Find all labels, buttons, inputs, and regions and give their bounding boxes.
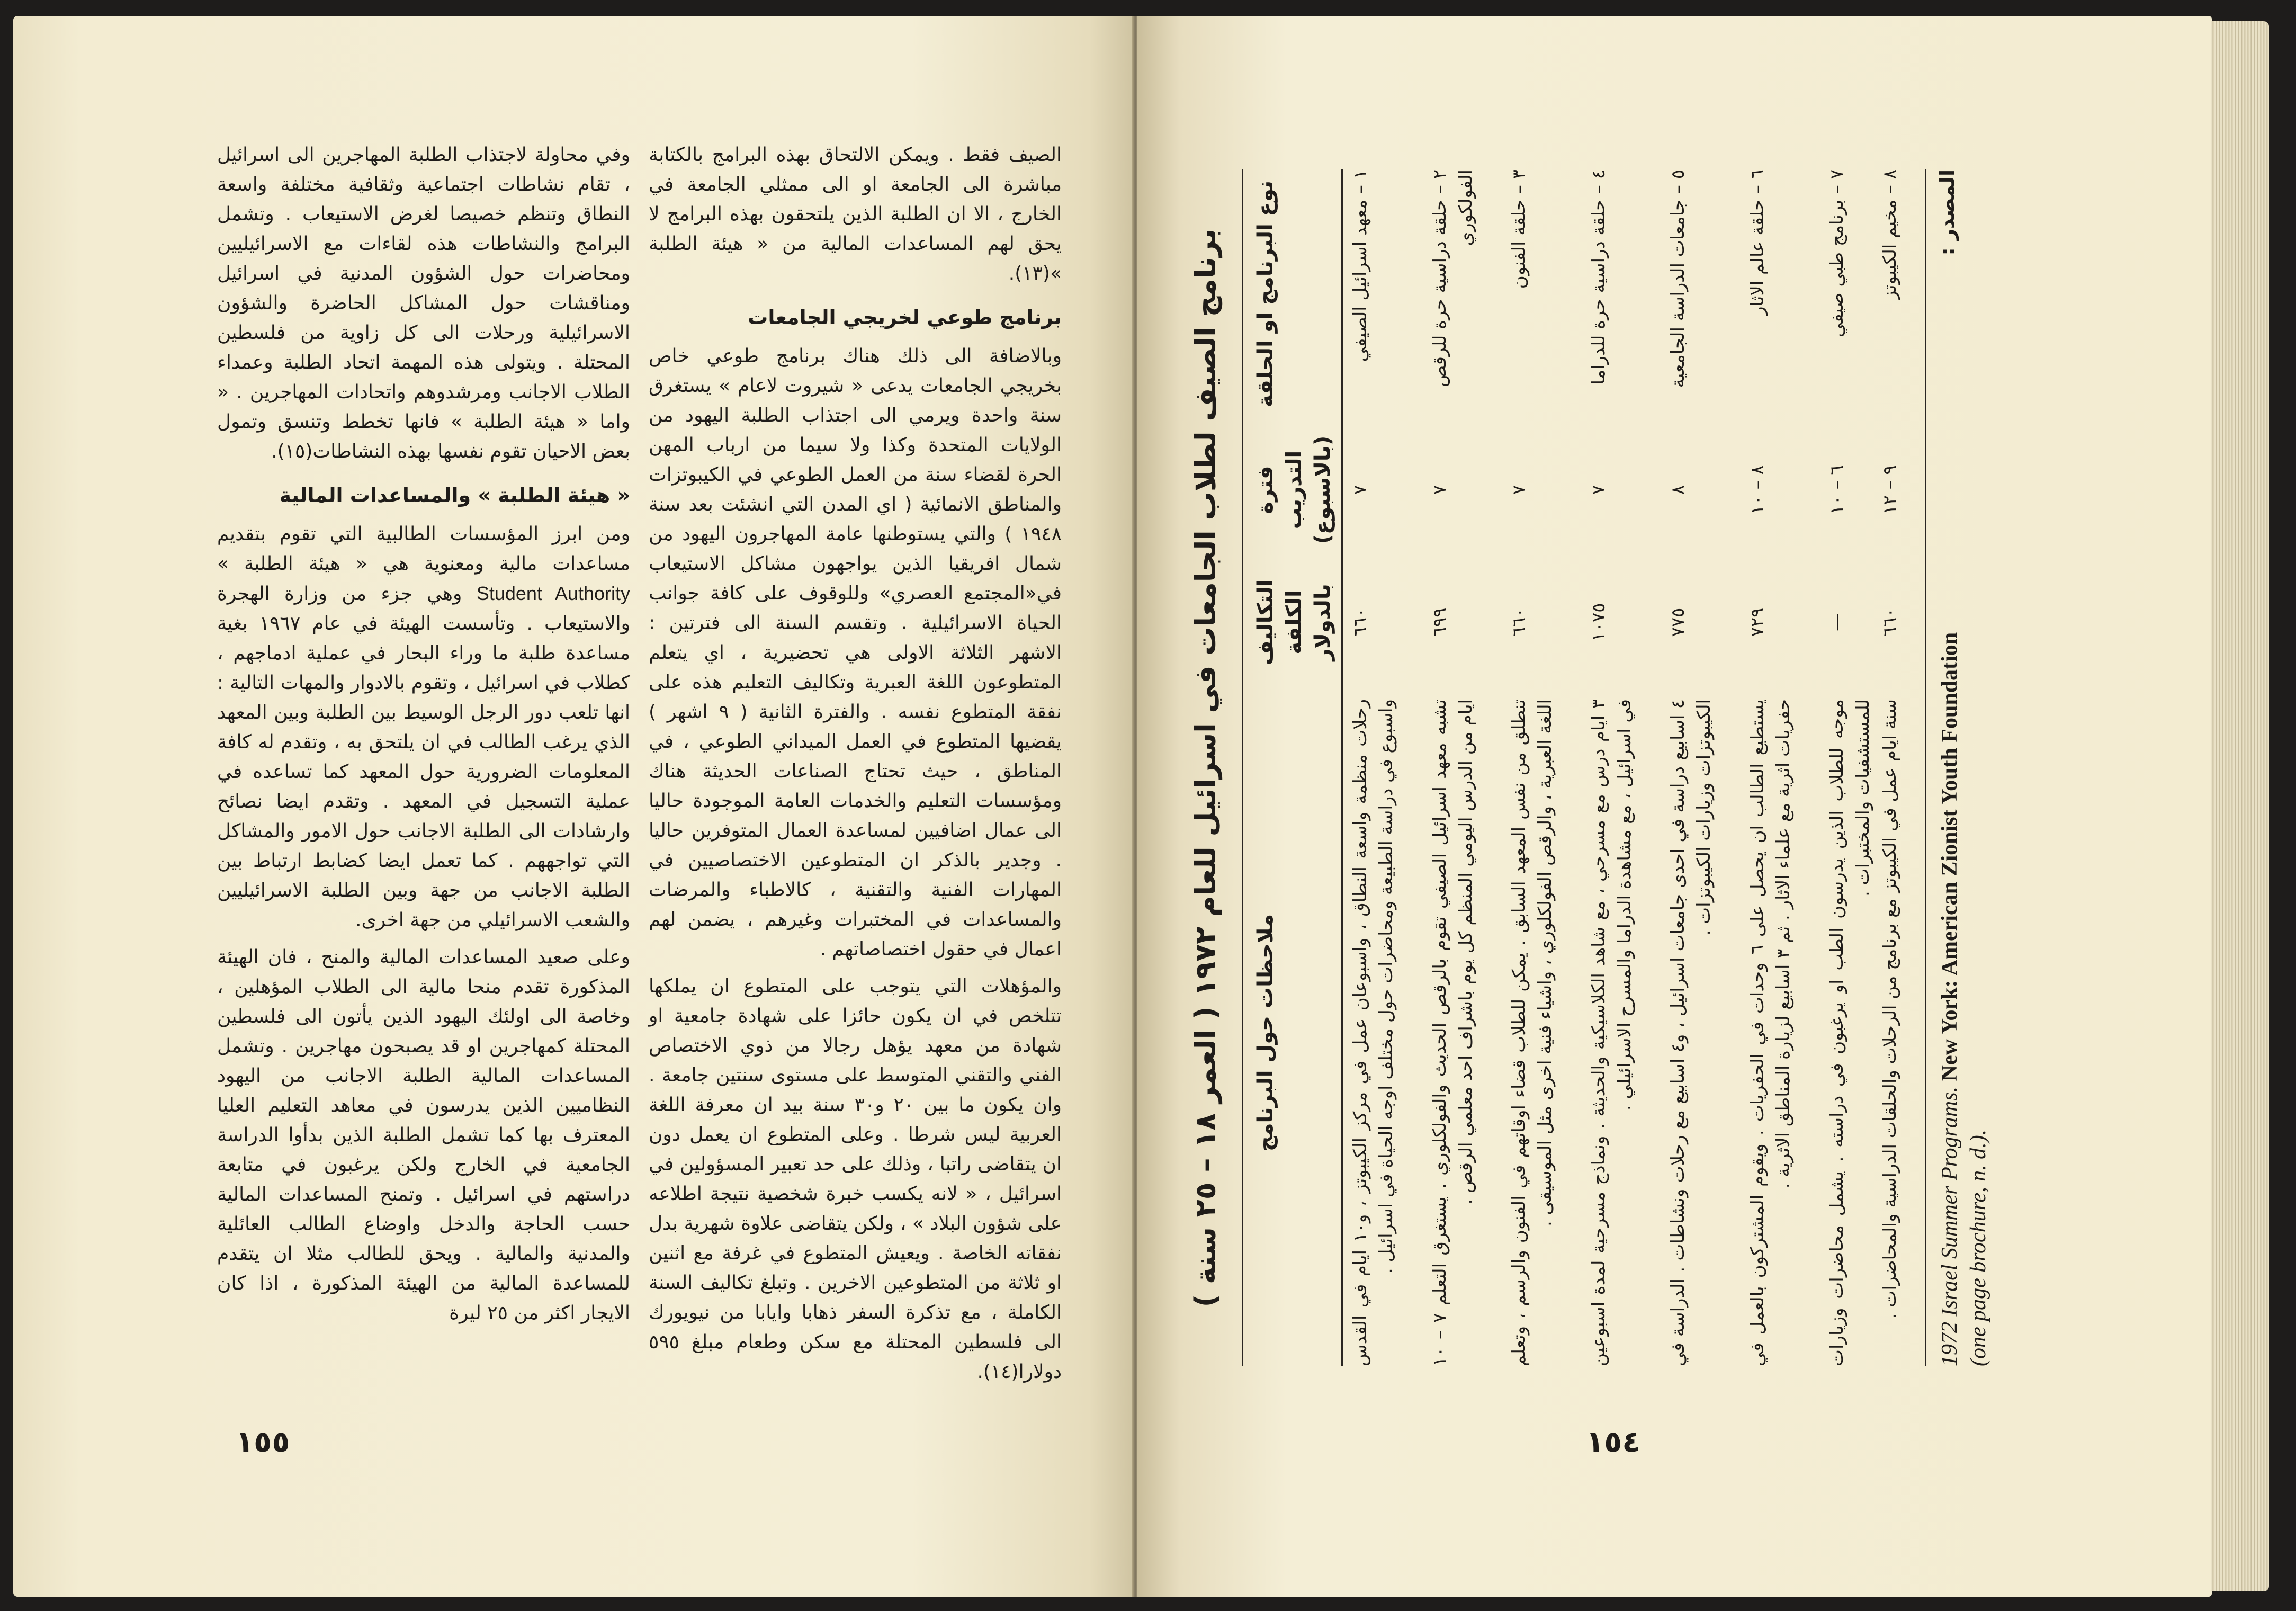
cell-period: ٧ bbox=[1429, 485, 1450, 495]
header-rule-top bbox=[1242, 169, 1243, 1366]
page-number: ١٥٤ bbox=[1586, 1425, 1640, 1459]
cell-cost: ١٠٧٥ bbox=[1588, 603, 1609, 642]
cell-notes: تشبه معهد اسرائيل الصيفي تقوم بالرقص الحديث والفولكلوري . يستغرق التعلم ٧ – ١٠ ايام من الدرس اليومي المنظم كل يوم باشراف احد معلمي الرقص . bbox=[1429, 699, 1476, 1366]
cell-notes: يستطيع الطالب ان يحصل على ٦ وحدات في الحفريات . ويقوم المشتركون بالعمل في حفريات اثرية مع علماء الاثار . ثم ٣ اسابيع لزيارة المناطق الاثرية . bbox=[1747, 699, 1794, 1366]
paragraph: وعلى صعيد المساعدات المالية والمنح ، فان الهيئة المذكورة تقدم منحا مالية الى الطلاب المؤهلين ، وخاصة الى اولئك اليهود الذين يأتون الى فلسطين المحتلة كمهاجرين او قد يصبحون مهاجرين . وتشمل المساعدات المالية الطلبة الاجانب من اليهود النظاميين الذين يدرسون في معاهد التعليم العليا المعترف بها كما تشمل الطلبة الذين بدأوا الدراسة الجامعية في الخارج ولكن يرغبون في متابعة دراستهم في اسرائيل . وتمنح المساعدات المالية حسب الحاجة والدخل واوضاع الطالب العائلية والمدنية والمالية . ويحق للطالب مثلا ان يتقدم للمساعدة المالية من الهيئة المذكورة ، اذا كان الايجار اكثر من ٢٥ ليرة bbox=[217, 946, 630, 1324]
cell-cost: — bbox=[1826, 613, 1847, 631]
section-heading: برنامج طوعي لخريجي الجامعات bbox=[748, 306, 1062, 329]
page-number: ١٥٥ bbox=[236, 1425, 290, 1459]
cell-program: ٢ – حلقة دراسية حرة للرقص الفولكوري bbox=[1429, 169, 1476, 387]
paragraph: الصيف فقط . ويمكن الالتحاق بهذه البرامج بالكتابة مباشرة الى الجامعة او الى ممثلي الجامعة في الخارج ، الا ان الطلبة الذين يلتحقون بهذه البرامج لا يحق لهم المساعدات المالية من « هيئة الطلبة »(١٣). bbox=[649, 144, 1062, 284]
footer-rule bbox=[1925, 169, 1926, 1366]
table-title: برنامج الصيف لطلاب الجامعات في اسرائيل للعام ١٩٧٢ ( العمر ١٨ – ٢٥ سنة ) bbox=[1189, 228, 1222, 1308]
page-edges bbox=[2211, 21, 2269, 1591]
paragraph: والمؤهلات التي يتوجب على المتطوع ان يملكها تتلخص في ان يكون حائزا على شهادة جامعية او شهادة من معهد يؤهل رجالا من ذوي الاختصاص الفني والتقني المتوسط على مستوى سنتين جامعة . وان يكون ما بين ٢٠ و٣٠ سنة بيد ان معرفة اللغة العربية ليس شرطا . وعلى المتطوع ان يعمل دون ان يتقاضى راتبا ، وذلك على حد تعبير المسؤولين في اسرائيل ، « لانه يكسب خبرة شخصية نتيجة اطلاعه على شؤون البلاد » ، ولكن يتقاضى علاوة شهرية بدل نفقاته الخاصة . ويعيش المتطوع في غرفة مع اثنين او ثلاثة من المتطوعين الاخرين . وتبلغ تكاليف السنة الكاملة ، مع تذكرة السفر ذهابا وايابا من نيويورك الى فلسطين المحتلة مع سكن وطعام مبلغ ٥٩٥ دولارا(١٤). bbox=[649, 975, 1062, 1383]
cell-period: ٧ bbox=[1509, 485, 1530, 495]
cell-notes: موجه للطلاب الذين يدرسون الطب او يرغبون في دراسته . يشمل محاضرات وزيارات للمستشفيات والمختبرات . bbox=[1826, 699, 1873, 1366]
cell-period: ٨ bbox=[1667, 485, 1689, 495]
book-spread bbox=[13, 16, 2269, 1597]
cell-program: ٣ – حلقة الفنون bbox=[1509, 169, 1530, 289]
header-cost: التكاليف الكلفة بالدولار bbox=[1253, 579, 1335, 666]
citation-publisher: New York: American Zionist Youth Foundation bbox=[1938, 632, 1962, 1081]
table-header bbox=[1251, 169, 1336, 1366]
paragraph: وبالاضافة الى ذلك هناك برنامج طوعي خاص بخريجي الجامعات يدعى « شيروت لاعام » يستغرق سنة واحدة ويرمي الى اجتذاب الطلبة اليهود من الولايات المتحدة وكذا ولا سيما من ارباب المهن الحرة لقضاء سنة من العمل الطوعي في الكيبوتزات والمناطق الانمائية ( اي المدن التي انشئت بعد سنة ١٩٤٨ ) والتي يستوطنها عامة المهاجرون اليهود من شمال افريقيا الذين يواجهون مشاكل الاستيعاب في«المجتمع العصري» وللوقوف على كافة جوانب الحياة الاسرائيلية . وتقسم السنة الى فترتين : الاشهر الثلاثة الاولى هي تحضيرية ، اي يتعلم المتطوعون اللغة العبرية وتكاليف التعليم هذه على نفقة المتطوع نفسه . والفترة الثانية ( ٩ اشهر ) يقضيها المتطوع في العمل الميداني الطوعي ، في المناطق ، حيث تحتاج الصناعات الحديثة هناك ومؤسسات التعليم والخدمات العامة الموجودة حاليا الى عمال اضافيين لمساعدة العمال المتوفرين حاليا . وجدير بالذكر ان المتطوعين الاختصاصيين في المهارات الفنية والتقنية ، كالاطباء والمرضات والمساعدات في المختبرات وغيرهم ، يضمن لهم اعمال في حقول اختصاصاتهم . bbox=[649, 345, 1062, 960]
english-term: Student Authority bbox=[476, 583, 630, 604]
cell-program: ٦ – حلقة عالم الاثار bbox=[1747, 169, 1768, 315]
cell-cost: ٦٦٠ bbox=[1350, 607, 1371, 637]
citation-year: 1972 bbox=[1938, 1322, 1962, 1366]
cell-cost: ٦٦٠ bbox=[1509, 607, 1530, 637]
header-period: فترة التدريب (بالاسبوع) bbox=[1253, 435, 1335, 544]
cell-notes: رحلات منظمة واسعة النطاق ، واسبوعان عمل في مركز الكيبوتز ، و١٠ ايام في القدس واسبوع في دراسة الطبيعة ومحاضرات حول مختلف اوجه الحياة في اسرائيل . bbox=[1350, 699, 1397, 1366]
cell-program: ٤ – حلقة دراسية حرة للدراما bbox=[1588, 169, 1609, 385]
source-label: المصدر : bbox=[1935, 169, 1959, 256]
rotated-table bbox=[1189, 148, 2031, 1388]
citation-note: (one page brochure, n. d.). bbox=[1966, 1129, 1990, 1366]
text-column-second bbox=[217, 140, 630, 1336]
source-citation bbox=[1935, 360, 1993, 1366]
paragraph-text: وهي جزء من وزارة الهجرة والاستيعاب . وتأسست الهيئة في عام ١٩٦٧ بغية مساعدة طلبة ما وراء البحار في عملية ادماجهم ، كطلاب في اسرائيل ، وتقوم بالادوار والمهات التالية : انها تلعب دور الرجل الوسيط بين الطلبة وبين المعهد الذي يرغب الطالب في ان يلتحق به ، وتقدم له كافة المعلومات الضرورية حول المعهد كما تساعده في عملية التسجيل في المعهد . وتقدم ايضا نصائح وارشادات الى الطلبة الاجانب حول الامور والمشاكل التي تواجههم . كما تعمل ايضا كضابط ارتباط بين الطلبة الاجانب من جهة وبين الطلبة الاسرائيليين والشعب الاسرائيلي من جهة اخرى. bbox=[217, 583, 631, 931]
paragraph-text: ومن ابرز المؤسسات الطالبية التي تقوم بتقديم مساعدات مالية ومعنوية هي « هيئة الطلبة » bbox=[217, 523, 630, 575]
paragraph bbox=[217, 520, 630, 935]
citation-title: Israel Summer Programs. bbox=[1938, 1086, 1962, 1317]
cell-notes: ٣ ايام درس مع مسرحي ، مع شاهد الكلاسيكية والحديثة . ونماذج مسرحية لمدة اسبوعين في اسرائيل ، مع مشاهدة الدراما والمسرح الاسرائيلي . bbox=[1588, 699, 1635, 1366]
cell-cost: ٦٩٩ bbox=[1429, 607, 1450, 637]
header-program: نوع البرنامج او الحلقة bbox=[1253, 180, 1278, 408]
cell-notes: ٤ اسابيع دراسة في احدى جامعات اسرائيل ، و٤ اسابيع مع رحلات ونشاطات . الدراسة في الكيبوتزات وزيارات الكيبوتزات . bbox=[1667, 699, 1715, 1366]
cell-cost: ٦٦٠ bbox=[1879, 607, 1900, 637]
header-notes: ملاحظات حول البرنامج bbox=[1253, 914, 1278, 1152]
cell-notes: سنة ايام عمل في الكيبوتز مع برنامج من الرحلات والحلقات الدراسية والمحاضرات . bbox=[1879, 699, 1900, 1319]
cell-period: ٧ bbox=[1588, 485, 1609, 495]
paragraph: وفي محاولة لاجتذاب الطلبة المهاجرين الى اسرائيل ، تقام نشاطات اجتماعية وثقافية مختلفة واسعة النطاق وتنظم خصيصا لغرض الاستيعاب . وتشمل البرامج والنشاطات هذه لقاءات مع الاسرائيليين ومحاضرات حول الشؤون المدنية في اسرائيل ومناقشات حول المشاكل الحاضرة والشؤون الاسرائيلية ورحلات الى كل زاوية من فلسطين المحتلة . ويتولى هذه المهمة اتحاد الطلبة وعمداء الطلاب الاجانب ومرشدوهم واتحادات المهاجرين . « واما « هيئة الطلبة » فانها تخطط وتنسق وتمول بعض الاحيان تقوم نفسها بهذه النشاطات(١٥). bbox=[217, 144, 630, 462]
cell-notes: تنطلق من نفس المعهد السابق . يمكن للطلاب قضاء اوقاتهم في الفنون والرسم ، وتعلم اللغة العبرية ، والرقص الفولكلوري ، واشياء فنية اخرى مثل الموسيقى . bbox=[1509, 699, 1556, 1366]
header-rule-bottom bbox=[1341, 169, 1343, 1366]
cell-program: ٧ – برنامج طبي صيفي bbox=[1826, 169, 1847, 338]
cell-program: ٨ – مخيم الكيبوتز bbox=[1879, 169, 1900, 300]
cell-period: ٨ – ١٠ bbox=[1747, 465, 1768, 515]
cell-cost: ٧٧٥ bbox=[1667, 607, 1689, 637]
cell-period: ٧ bbox=[1350, 485, 1371, 495]
cell-program: ١ – معهد اسرائيل الصيفي bbox=[1350, 169, 1371, 362]
left-page bbox=[13, 16, 1133, 1597]
cell-cost: ٧٢٩ bbox=[1747, 607, 1768, 637]
text-column-first bbox=[649, 140, 1062, 1394]
cell-period: ٦ – ١٠ bbox=[1826, 465, 1847, 515]
cell-period: ٩ – ١٢ bbox=[1879, 465, 1900, 515]
section-heading: « هيئة الطلبة » والمساعدات المالية bbox=[279, 484, 630, 507]
cell-program: ٥ – جامعات الدراسة الجامعية bbox=[1667, 169, 1689, 388]
